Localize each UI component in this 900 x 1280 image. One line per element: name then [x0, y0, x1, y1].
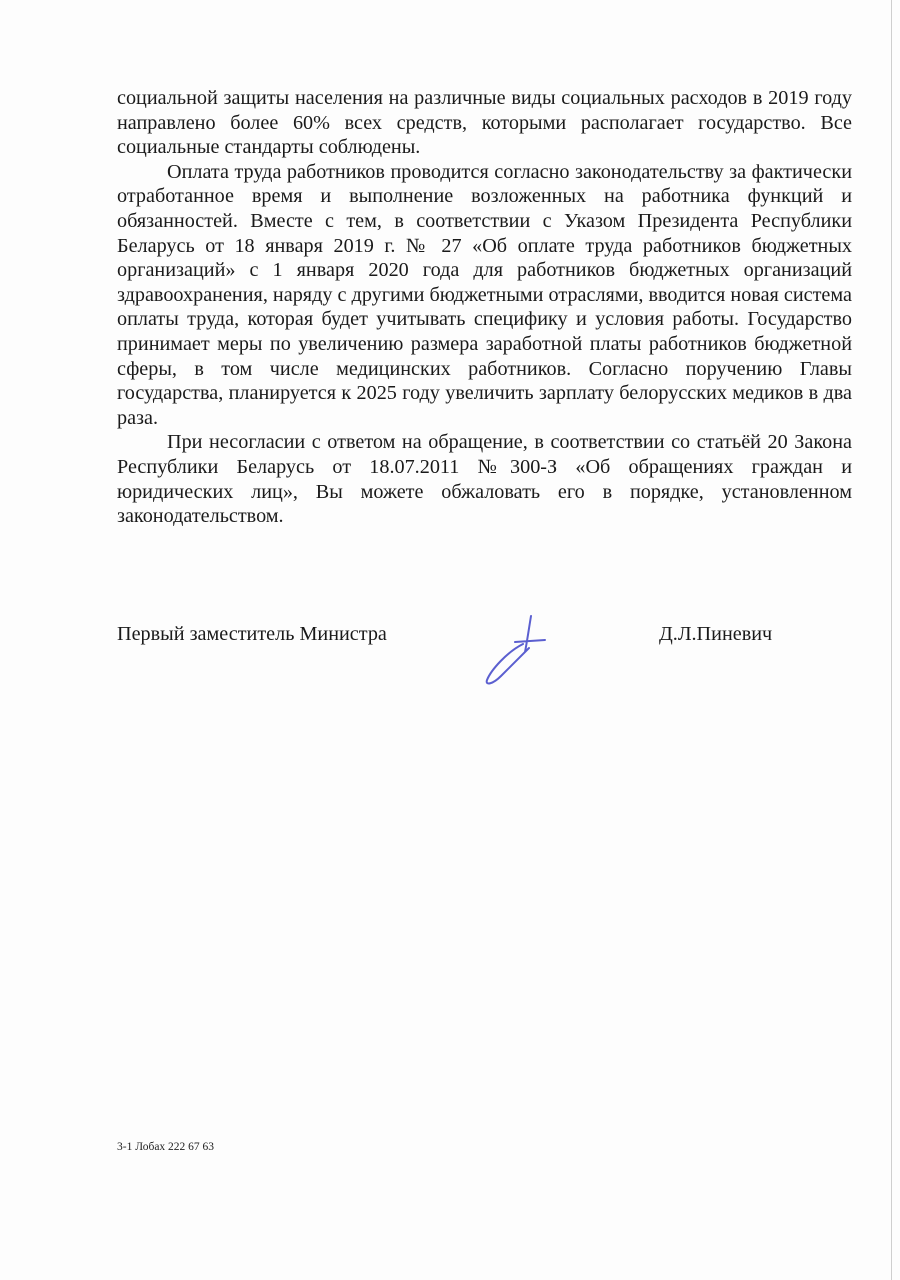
signatory-name: Д.Л.Пиневич [659, 623, 773, 645]
paragraph-appeal: При несогласии с ответом на обращение, в соответствии со статьёй 20 Закона Республики Беларусь от 18.07.2011 №300-З «Об обращениях граждан и юридических лиц», Вы можете обжаловать его в порядке, установленном законодательством. [117, 431, 852, 528]
paragraph-wages: Оплата труда работников проводится согласно законодательству за фактически отработанное время и выполнение возложенных на работника функций и обязанностей. Вместе с тем, в соответствии с Указом Президента Республики Беларусь от 18 января 2019 г. № 27 «Об оплате труда работников бюджетных организаций» с 1 января 2020 года для работников бюджетных организаций здравоохранения, наряду с другими бюджетными отраслями, вводится новая система оплаты труда, которая будет учитывать специфику и условия работы. Государство принимает меры по увеличению размера заработной платы работников бюджетной сферы, в том числе медицинских работников. Согласно поручению Главы государства, планируется к 2025 году увеличить зарплату белорусских медиков в два раза. [117, 160, 852, 429]
scan-edge-line [891, 0, 892, 1280]
paragraph-continuation: социальной защиты населения на различные виды социальных расходов в 2019 году направлено более 60% всех средств, которыми располагает государство. Все социальные стандарты соблюдены. [117, 87, 852, 159]
signatory-position: Первый заместитель Министра [117, 623, 387, 645]
handwritten-signature [477, 608, 557, 688]
letter-body [117, 86, 852, 529]
signature-block [117, 620, 852, 690]
executor-contact: 3-1 Лобах 222 67 63 [117, 1141, 215, 1153]
